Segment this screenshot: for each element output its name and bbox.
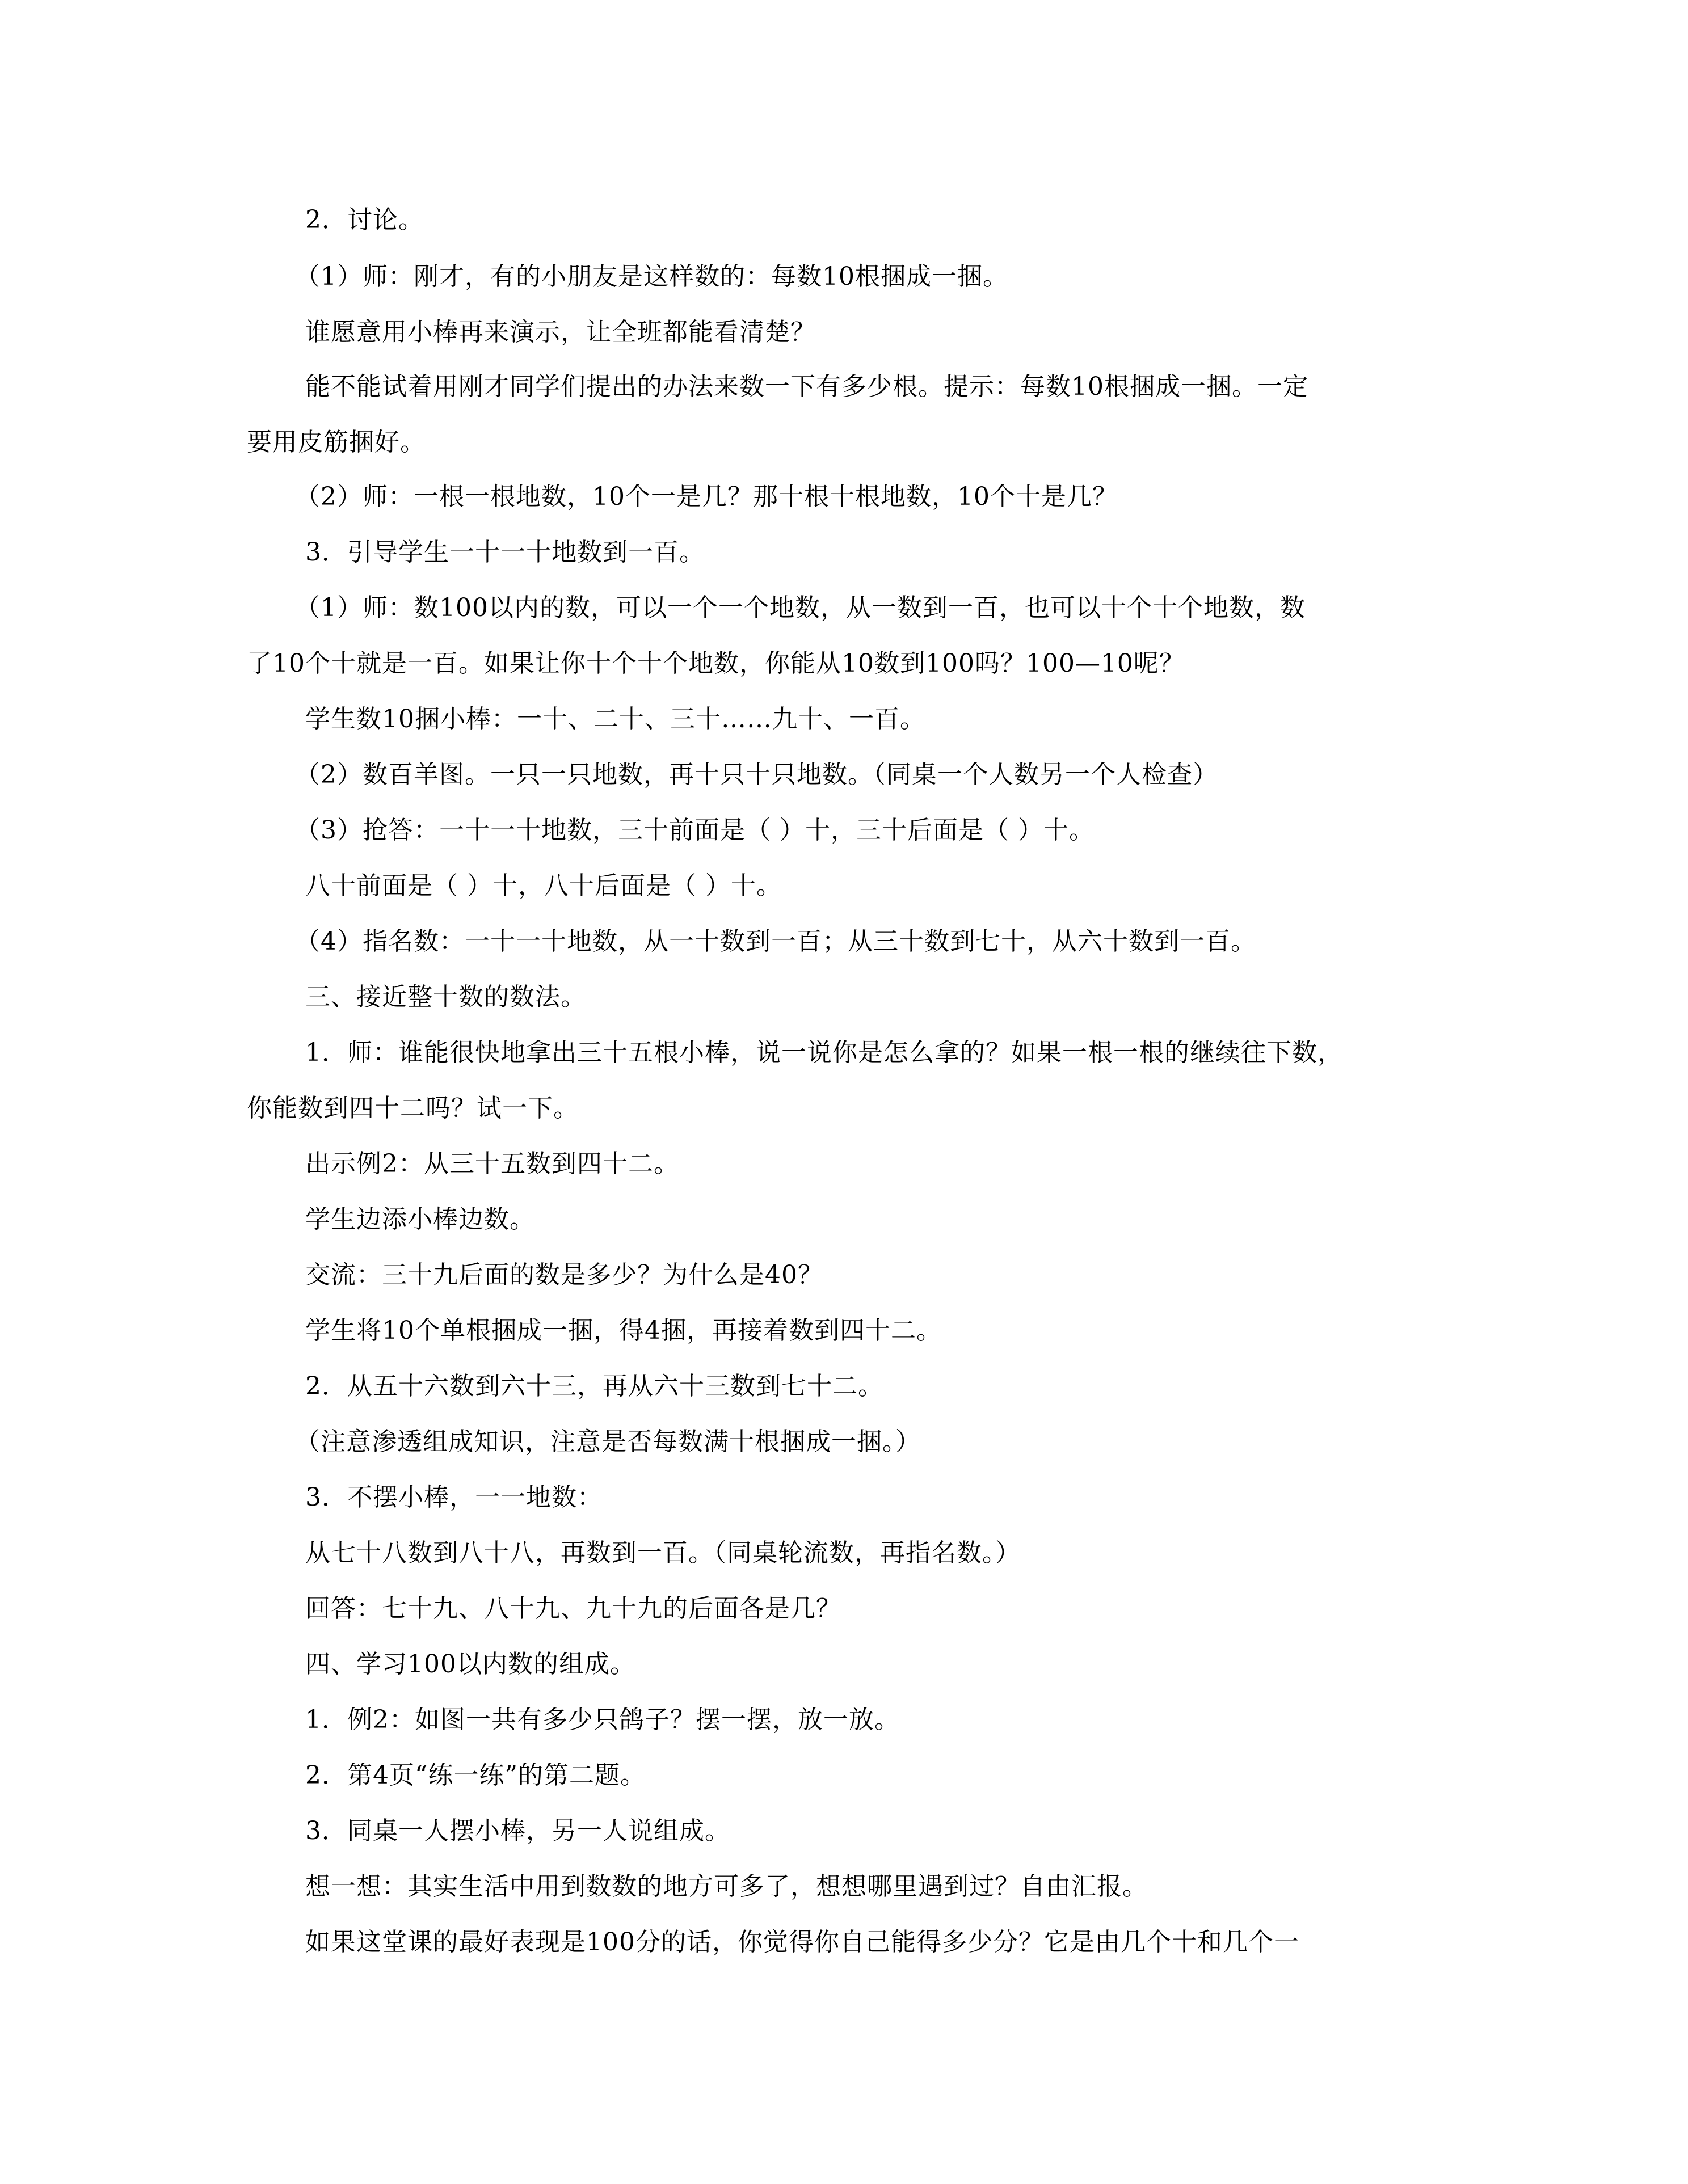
text-line: 想一想：其实生活中用到数数的地方可多了，想想哪里遇到过？自由汇报。 xyxy=(305,1872,1148,1901)
text-line: （1）师：数100以内的数，可以一个一个地数，从一数到一百，也可以十个十个地数，数 xyxy=(295,593,1306,622)
text-line: 如果这堂课的最好表现是100分的话，你觉得你自己能得多少分？它是由几个十和几个一 xyxy=(305,1928,1299,1957)
text-line: 三、接近整十数的数法。 xyxy=(305,983,586,1011)
text-line: 学生将10个单根捆成一捆，得4捆，再接着数到四十二。 xyxy=(305,1316,942,1345)
text-line: （2）数百羊图。一只一只地数，再十只十只地数。（同桌一个人数另一个人检查） xyxy=(295,760,1218,789)
text-line: 3．引导学生一十一十地数到一百。 xyxy=(305,538,705,567)
text-line: 出示例2：从三十五数到四十二。 xyxy=(305,1149,679,1178)
text-line: 2．从五十六数到六十三，再从六十三数到七十二。 xyxy=(305,1372,883,1401)
text-line: （4）指名数：一十一十地数，从一十数到一百；从三十数到七十，从六十数到一百。 xyxy=(295,927,1256,956)
text-line: 你能数到四十二吗？试一下。 xyxy=(247,1094,579,1123)
text-line: （注意渗透组成知识，注意是否每数满十根捆成一捆。） xyxy=(295,1427,921,1456)
text-line: 1．师：谁能很快地拿出三十五根小棒，说一说你是怎么拿的？如果一根一根的继续往下数， xyxy=(305,1038,1343,1067)
text-line: 谁愿意用小棒再来演示，让全班都能看清楚？ xyxy=(305,318,816,347)
text-line: 3．同桌一人摆小棒，另一人说组成。 xyxy=(305,1816,730,1845)
text-line: （1）师：刚才，有的小朋友是这样数的：每数10根捆成一捆。 xyxy=(295,262,1008,291)
text-line: 2．讨论。 xyxy=(305,205,424,234)
text-line: 交流：三十九后面的数是多少？为什么是40？ xyxy=(305,1260,823,1289)
text-line: 八十前面是（ ）十，八十后面是（ ）十。 xyxy=(305,871,782,900)
text-line: 3．不摆小棒，一一地数： xyxy=(305,1483,603,1512)
text-line: 要用皮筋捆好。 xyxy=(247,428,426,457)
text-line: 能不能试着用刚才同学们提出的办法来数一下有多少根。提示：每数10根捆成一捆。一定 xyxy=(305,372,1308,401)
text-line: （2）师：一根一根地数，10个一是几？那十根十根地数，10个十是几？ xyxy=(295,482,1118,511)
text-line: 四、学习100以内数的组成。 xyxy=(305,1650,635,1679)
text-line: 从七十八数到八十八，再数到一百。（同桌轮流数，再指名数。） xyxy=(305,1538,1021,1567)
text-line: 2．第4页“练一练”的第二题。 xyxy=(305,1761,646,1790)
text-line: 了10个十就是一百。如果让你十个十个地数，你能从10数到100吗？100—10呢？ xyxy=(247,649,1185,678)
text-line: 学生数10捆小棒：一十、二十、三十……九十、一百。 xyxy=(305,705,925,733)
text-line: 回答：七十九、八十九、九十九的后面各是几？ xyxy=(305,1594,841,1623)
text-line: 学生边添小棒边数。 xyxy=(305,1205,535,1234)
text-line: 1．例2：如图一共有多少只鸽子？摆一摆，放一放。 xyxy=(305,1705,900,1734)
text-line: （3）抢答：一十一十地数，三十前面是（ ）十，三十后面是（ ）十。 xyxy=(295,816,1095,845)
